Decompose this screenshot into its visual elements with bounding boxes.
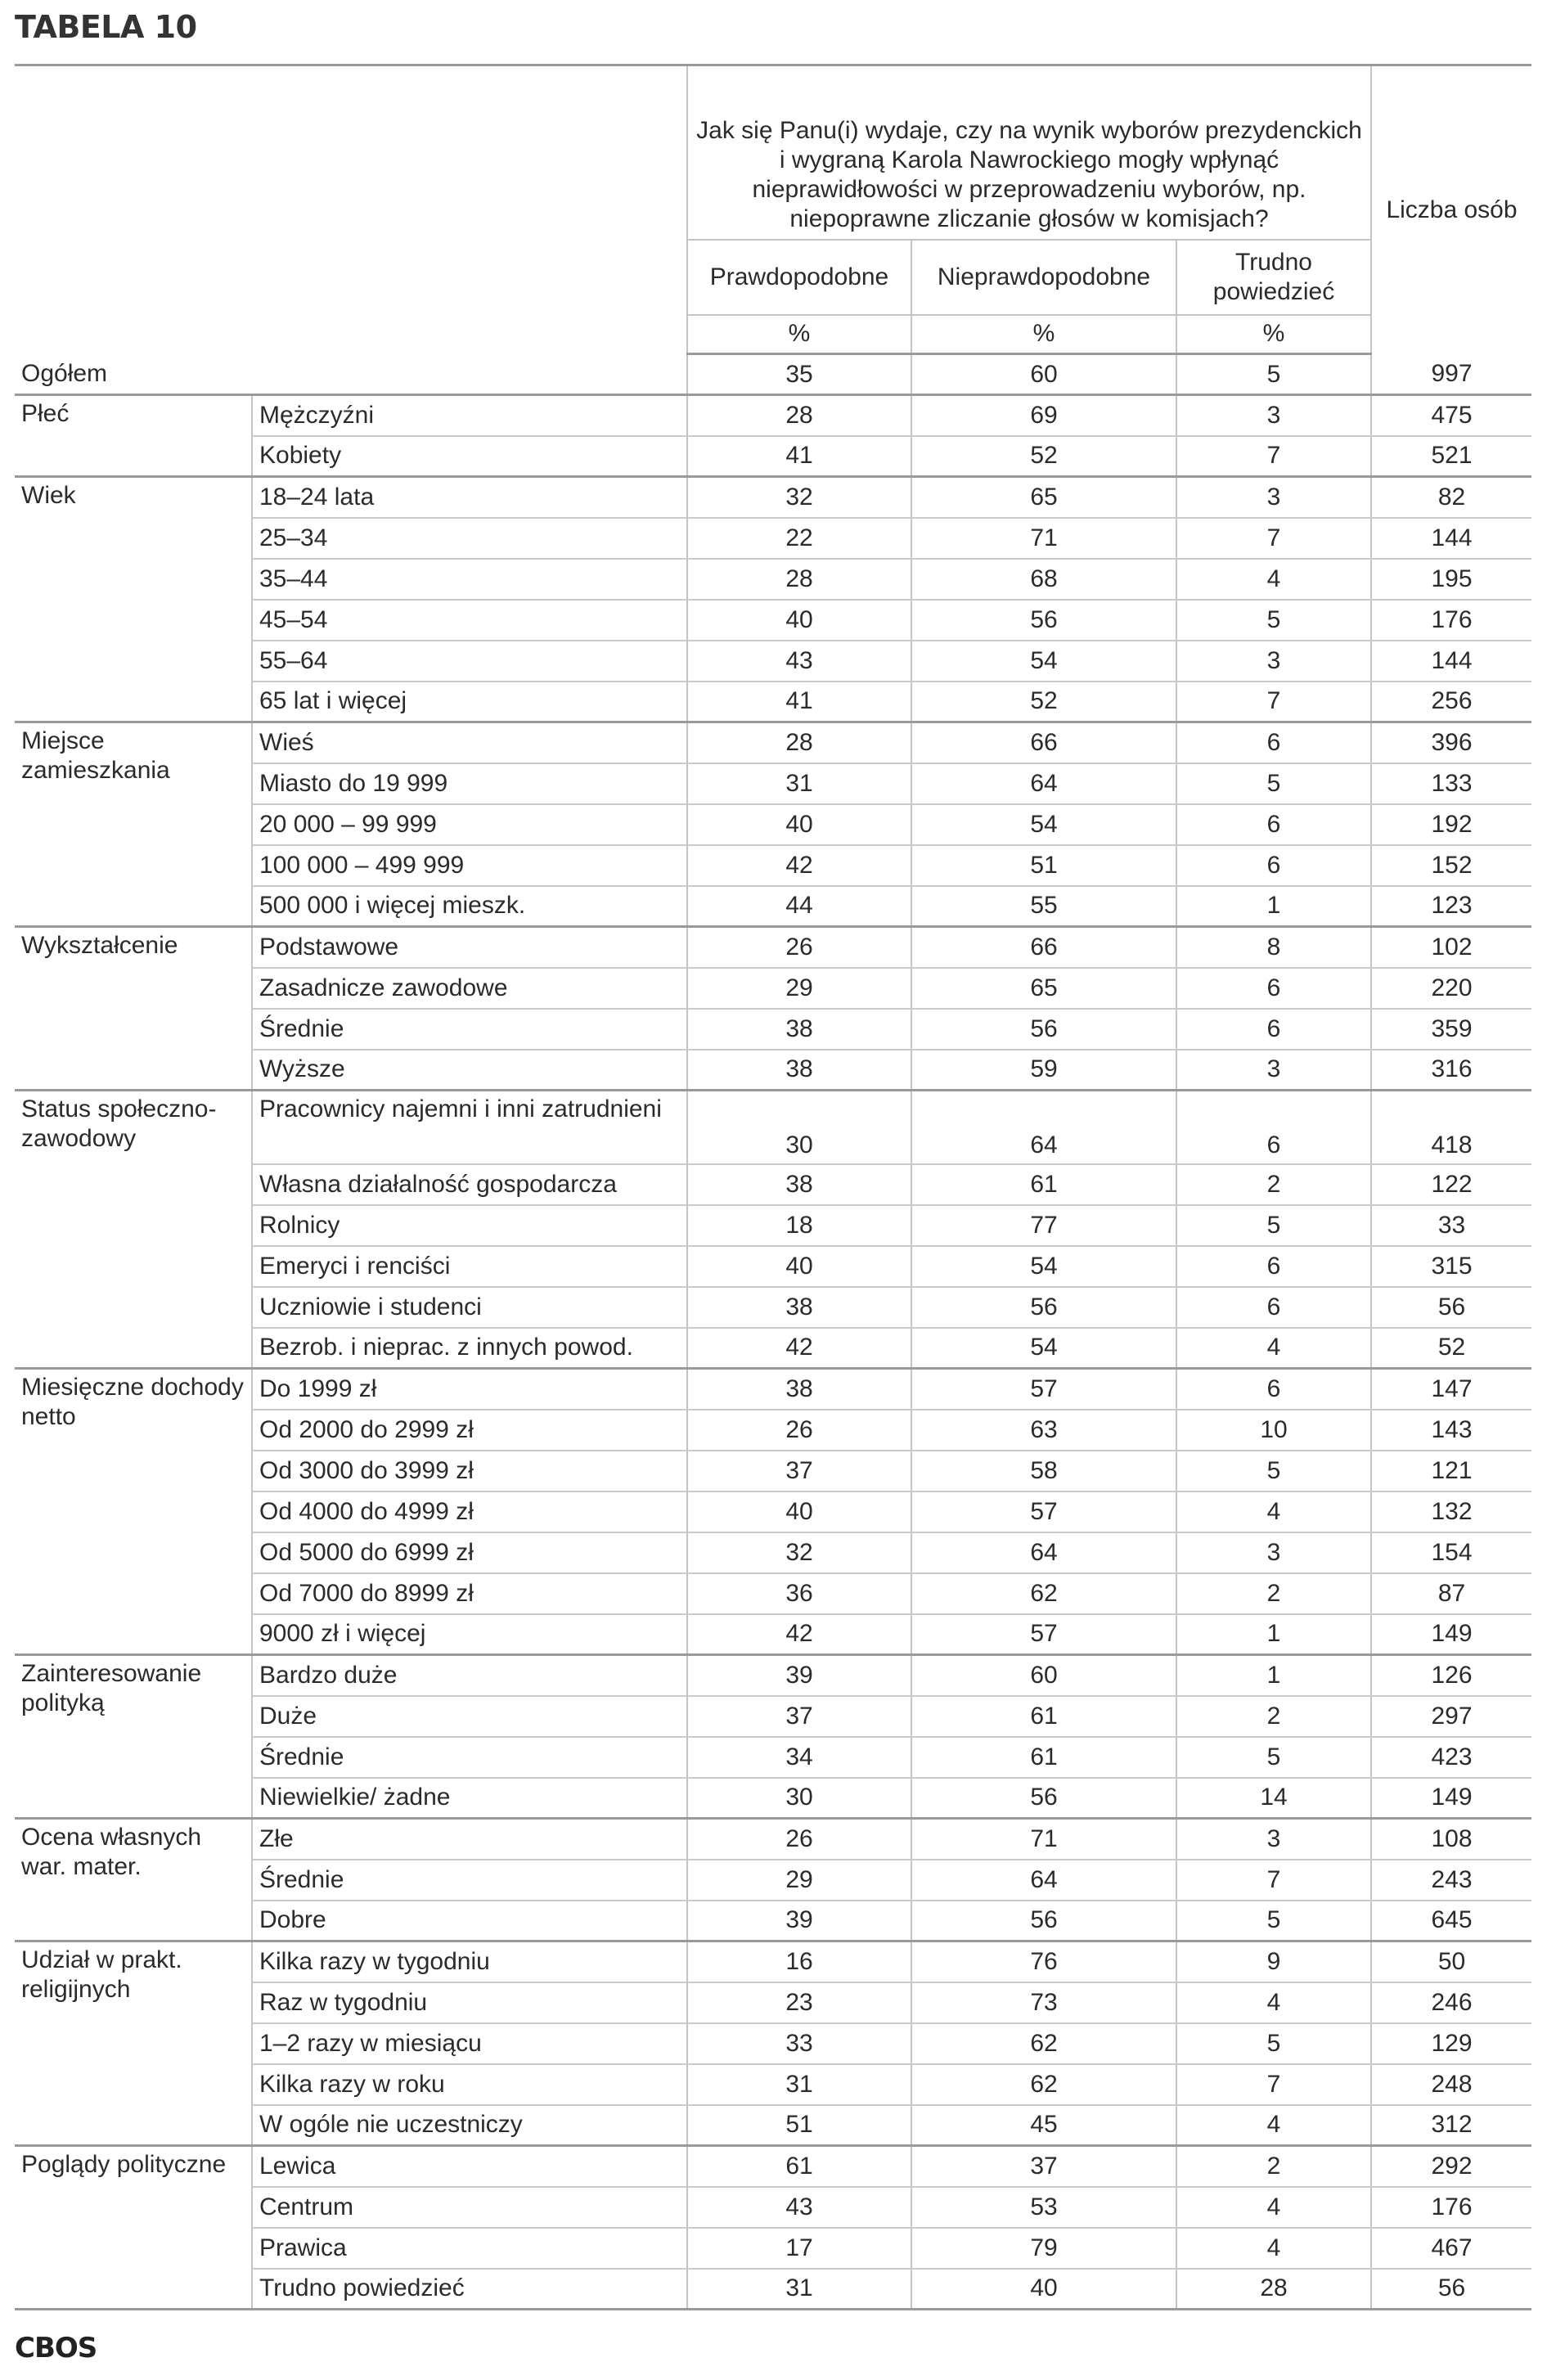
cell-value: 4 bbox=[1176, 1491, 1371, 1532]
cell-value: 40 bbox=[687, 1246, 911, 1287]
cell-value: 64 bbox=[911, 1091, 1176, 1164]
cell-value: 5 bbox=[1176, 600, 1371, 641]
row-label: Od 2000 do 2999 zł bbox=[252, 1410, 687, 1451]
cell-value: 29 bbox=[687, 1860, 911, 1901]
row-label: Wieś bbox=[252, 722, 687, 763]
cell-value: 61 bbox=[911, 1737, 1176, 1778]
cell-value: 192 bbox=[1371, 804, 1531, 845]
cell-value: 34 bbox=[687, 1737, 911, 1778]
cell-value: 2 bbox=[1176, 1696, 1371, 1737]
cell-value: 82 bbox=[1371, 477, 1531, 518]
row-label: Kilka razy w roku bbox=[252, 2064, 687, 2105]
cell-value: 4 bbox=[1176, 559, 1371, 600]
cell-value: 129 bbox=[1371, 2023, 1531, 2064]
row-label: 1–2 razy w miesiącu bbox=[252, 2023, 687, 2064]
row-label: Niewielkie/ żadne bbox=[252, 1778, 687, 1819]
cell-value: 102 bbox=[1371, 927, 1531, 968]
cell-value: 122 bbox=[1371, 1164, 1531, 1205]
cell-value: 418 bbox=[1371, 1091, 1531, 1164]
cell-value: 9 bbox=[1176, 1941, 1371, 1982]
cell-value: 467 bbox=[1371, 2228, 1531, 2269]
cell-value: 475 bbox=[1371, 395, 1531, 436]
row-label: Centrum bbox=[252, 2187, 687, 2228]
row-label: Dobre bbox=[252, 1901, 687, 1941]
cell-value: 31 bbox=[687, 2269, 911, 2310]
cell-value: 3 bbox=[1176, 395, 1371, 436]
cell-value: 6 bbox=[1176, 1009, 1371, 1050]
cell-value: 14 bbox=[1176, 1778, 1371, 1819]
cell-value: 54 bbox=[911, 1246, 1176, 1287]
cell-value: 41 bbox=[687, 682, 911, 722]
cell-value: 79 bbox=[911, 2228, 1176, 2269]
row-label: Do 1999 zł bbox=[252, 1369, 687, 1410]
row-label: Lewica bbox=[252, 2146, 687, 2187]
cell-value: 43 bbox=[687, 641, 911, 682]
cell-value: 176 bbox=[1371, 2187, 1531, 2228]
cell-value: 32 bbox=[687, 477, 911, 518]
row-label: Od 4000 do 4999 zł bbox=[252, 1491, 687, 1532]
col-prawdopodobne: Prawdopodobne bbox=[687, 240, 911, 315]
table-body bbox=[15, 354, 1531, 2310]
row-label: Emeryci i renciści bbox=[252, 1246, 687, 1287]
cell-value: 2 bbox=[1176, 1573, 1371, 1614]
row-label: Duże bbox=[252, 1696, 687, 1737]
cell-value: 57 bbox=[911, 1369, 1176, 1410]
cell-value: 40 bbox=[687, 804, 911, 845]
cell-value: 32 bbox=[687, 1532, 911, 1573]
cell-value: 38 bbox=[687, 1050, 911, 1091]
cell-value: 123 bbox=[1371, 886, 1531, 927]
row-label: Prawica bbox=[252, 2228, 687, 2269]
cell-value: 50 bbox=[1371, 1941, 1531, 1982]
group-label: Miejsce zamieszkania bbox=[15, 722, 252, 927]
cell-value: 2 bbox=[1176, 2146, 1371, 2187]
cell-value: 256 bbox=[1371, 682, 1531, 722]
table-title: TABELA 10 bbox=[15, 9, 197, 45]
cell-value: 26 bbox=[687, 1819, 911, 1860]
cell-value: 66 bbox=[911, 722, 1176, 763]
cell-value: 7 bbox=[1176, 518, 1371, 559]
cell-value: 56 bbox=[1371, 2269, 1531, 2310]
results-table bbox=[15, 64, 1531, 2310]
row-label: Uczniowie i studenci bbox=[252, 1287, 687, 1328]
unit-percent: % bbox=[911, 315, 1176, 354]
cell-value: 31 bbox=[687, 2064, 911, 2105]
cell-value: 6 bbox=[1176, 722, 1371, 763]
row-label: Od 3000 do 3999 zł bbox=[252, 1451, 687, 1491]
cell-value: 6 bbox=[1176, 845, 1371, 886]
cell-value: 152 bbox=[1371, 845, 1531, 886]
cell-value: 312 bbox=[1371, 2105, 1531, 2146]
cell-value: 40 bbox=[687, 1491, 911, 1532]
cell-value: 7 bbox=[1176, 436, 1371, 477]
cell-value: 56 bbox=[1371, 1287, 1531, 1328]
cell-value: 292 bbox=[1371, 2146, 1531, 2187]
cell-value: 6 bbox=[1176, 1091, 1371, 1164]
cell-value: 144 bbox=[1371, 641, 1531, 682]
cell-value: 71 bbox=[911, 1819, 1176, 1860]
cell-value: 3 bbox=[1176, 477, 1371, 518]
cell-value: 38 bbox=[687, 1009, 911, 1050]
row-label: Zasadnicze zawodowe bbox=[252, 968, 687, 1009]
cell-value: 220 bbox=[1371, 968, 1531, 1009]
table-row bbox=[15, 395, 1531, 436]
cell-value: 315 bbox=[1371, 1246, 1531, 1287]
cell-value: 6 bbox=[1176, 968, 1371, 1009]
row-label: Raz w tygodniu bbox=[252, 1982, 687, 2023]
cell-value: 28 bbox=[1176, 2269, 1371, 2310]
cell-value: 39 bbox=[687, 1901, 911, 1941]
cell-value: 195 bbox=[1371, 559, 1531, 600]
question-header: Jak się Panu(i) wydaje, czy na wynik wyborów prezydenckich i wygraną Karola Nawrockiego mogły wpłynąć nieprawidłowości w przeprowadzeniu wyborów, np. niepoprawne zliczanie głosów w komisjach? bbox=[687, 65, 1371, 240]
cell-value: 36 bbox=[687, 1573, 911, 1614]
cell-value: 55 bbox=[911, 886, 1176, 927]
col-nieprawdopodobne: Nieprawdopodobne bbox=[911, 240, 1176, 315]
cell-value: 51 bbox=[687, 2105, 911, 2146]
total-label: Ogółem bbox=[15, 354, 687, 395]
cell-value: 147 bbox=[1371, 1369, 1531, 1410]
cell-value: 997 bbox=[1371, 354, 1531, 395]
row-label: Kilka razy w tygodniu bbox=[252, 1941, 687, 1982]
cell-value: 26 bbox=[687, 927, 911, 968]
cell-value: 176 bbox=[1371, 600, 1531, 641]
cell-value: 40 bbox=[911, 2269, 1176, 2310]
row-label: Własna działalność gospodarcza bbox=[252, 1164, 687, 1205]
cell-value: 62 bbox=[911, 2023, 1176, 2064]
cell-value: 42 bbox=[687, 1614, 911, 1655]
group-label: Płeć bbox=[15, 395, 252, 477]
row-label: Od 5000 do 6999 zł bbox=[252, 1532, 687, 1573]
cell-value: 56 bbox=[911, 1901, 1176, 1941]
cell-value: 76 bbox=[911, 1941, 1176, 1982]
cell-value: 69 bbox=[911, 395, 1176, 436]
cell-value: 154 bbox=[1371, 1532, 1531, 1573]
table-row bbox=[15, 1941, 1531, 1982]
cell-value: 38 bbox=[687, 1164, 911, 1205]
cell-value: 54 bbox=[911, 804, 1176, 845]
cell-value: 57 bbox=[911, 1614, 1176, 1655]
row-label: 45–54 bbox=[252, 600, 687, 641]
cell-value: 54 bbox=[911, 641, 1176, 682]
group-label: Poglądy polityczne bbox=[15, 2146, 252, 2310]
cell-value: 3 bbox=[1176, 1050, 1371, 1091]
row-label: 100 000 – 499 999 bbox=[252, 845, 687, 886]
cell-value: 52 bbox=[1371, 1328, 1531, 1369]
cell-value: 65 bbox=[911, 477, 1176, 518]
cell-value: 57 bbox=[911, 1491, 1176, 1532]
row-label: Mężczyźni bbox=[252, 395, 687, 436]
cell-value: 52 bbox=[911, 436, 1176, 477]
cell-value: 61 bbox=[687, 2146, 911, 2187]
cell-value: 52 bbox=[911, 682, 1176, 722]
cell-value: 28 bbox=[687, 559, 911, 600]
cell-value: 4 bbox=[1176, 2105, 1371, 2146]
row-label: Od 7000 do 8999 zł bbox=[252, 1573, 687, 1614]
cell-value: 316 bbox=[1371, 1050, 1531, 1091]
cell-value: 44 bbox=[687, 886, 911, 927]
cell-value: 7 bbox=[1176, 1860, 1371, 1901]
cell-value: 42 bbox=[687, 1328, 911, 1369]
cell-value: 297 bbox=[1371, 1696, 1531, 1737]
cell-value: 149 bbox=[1371, 1778, 1531, 1819]
row-label: Kobiety bbox=[252, 436, 687, 477]
row-label: 65 lat i więcej bbox=[252, 682, 687, 722]
cell-value: 38 bbox=[687, 1369, 911, 1410]
source-logo-text: CBOS bbox=[15, 2332, 97, 2364]
row-label: 25–34 bbox=[252, 518, 687, 559]
group-label: Wykształcenie bbox=[15, 927, 252, 1091]
row-label: Trudno powiedzieć bbox=[252, 2269, 687, 2310]
cell-value: 73 bbox=[911, 1982, 1176, 2023]
cell-value: 121 bbox=[1371, 1451, 1531, 1491]
cell-value: 126 bbox=[1371, 1655, 1531, 1696]
cell-value: 40 bbox=[687, 600, 911, 641]
cell-value: 41 bbox=[687, 436, 911, 477]
cell-value: 3 bbox=[1176, 1819, 1371, 1860]
cell-value: 1 bbox=[1176, 1655, 1371, 1696]
header-blank bbox=[15, 65, 687, 354]
group-label: Zainteresowanie polityką bbox=[15, 1655, 252, 1819]
cell-value: 645 bbox=[1371, 1901, 1531, 1941]
row-label: 18–24 lata bbox=[252, 477, 687, 518]
cell-value: 38 bbox=[687, 1287, 911, 1328]
cell-value: 248 bbox=[1371, 2064, 1531, 2105]
row-label: Pracownicy najemni i inni zatrudnieni bbox=[252, 1091, 687, 1164]
cell-value: 61 bbox=[911, 1696, 1176, 1737]
cell-value: 4 bbox=[1176, 2187, 1371, 2228]
cell-value: 28 bbox=[687, 722, 911, 763]
table-row bbox=[15, 1819, 1531, 1860]
row-label: Złe bbox=[252, 1819, 687, 1860]
row-label: Średnie bbox=[252, 1009, 687, 1050]
cell-value: 31 bbox=[687, 763, 911, 804]
row-label: Średnie bbox=[252, 1737, 687, 1778]
cell-value: 132 bbox=[1371, 1491, 1531, 1532]
cell-value: 42 bbox=[687, 845, 911, 886]
cell-value: 77 bbox=[911, 1205, 1176, 1246]
cell-value: 16 bbox=[687, 1941, 911, 1982]
cell-value: 18 bbox=[687, 1205, 911, 1246]
group-label: Miesięczne dochody netto bbox=[15, 1369, 252, 1655]
cell-value: 2 bbox=[1176, 1164, 1371, 1205]
cell-value: 54 bbox=[911, 1328, 1176, 1369]
cell-value: 63 bbox=[911, 1410, 1176, 1451]
cell-value: 68 bbox=[911, 559, 1176, 600]
cell-value: 53 bbox=[911, 2187, 1176, 2228]
cell-value: 28 bbox=[687, 395, 911, 436]
group-label: Ocena własnych war. mater. bbox=[15, 1819, 252, 1941]
cell-value: 1 bbox=[1176, 886, 1371, 927]
cell-value: 60 bbox=[911, 354, 1176, 395]
count-header: Liczba osób bbox=[1371, 65, 1531, 354]
cell-value: 59 bbox=[911, 1050, 1176, 1091]
table-row bbox=[15, 477, 1531, 518]
table-row-total bbox=[15, 354, 1531, 395]
cell-value: 246 bbox=[1371, 1982, 1531, 2023]
cell-value: 143 bbox=[1371, 1410, 1531, 1451]
group-label: Wiek bbox=[15, 477, 252, 722]
table-row bbox=[15, 2146, 1531, 2187]
cell-value: 71 bbox=[911, 518, 1176, 559]
cell-value: 64 bbox=[911, 1860, 1176, 1901]
row-label: Podstawowe bbox=[252, 927, 687, 968]
cell-value: 6 bbox=[1176, 804, 1371, 845]
table-header bbox=[15, 65, 1531, 354]
cell-value: 56 bbox=[911, 1778, 1176, 1819]
cell-value: 5 bbox=[1176, 354, 1371, 395]
cell-value: 6 bbox=[1176, 1369, 1371, 1410]
cell-value: 61 bbox=[911, 1164, 1176, 1205]
cell-value: 51 bbox=[911, 845, 1176, 886]
cell-value: 45 bbox=[911, 2105, 1176, 2146]
row-label: Średnie bbox=[252, 1860, 687, 1901]
cell-value: 3 bbox=[1176, 1532, 1371, 1573]
cell-value: 4 bbox=[1176, 1982, 1371, 2023]
cell-value: 62 bbox=[911, 2064, 1176, 2105]
cell-value: 33 bbox=[687, 2023, 911, 2064]
cell-value: 8 bbox=[1176, 927, 1371, 968]
cell-value: 7 bbox=[1176, 682, 1371, 722]
row-label: Bezrob. i nieprac. z innych powod. bbox=[252, 1328, 687, 1369]
cell-value: 23 bbox=[687, 1982, 911, 2023]
cell-value: 56 bbox=[911, 600, 1176, 641]
cell-value: 30 bbox=[687, 1778, 911, 1819]
cell-value: 29 bbox=[687, 968, 911, 1009]
table-row bbox=[15, 1655, 1531, 1696]
cell-value: 58 bbox=[911, 1451, 1176, 1491]
cell-value: 60 bbox=[911, 1655, 1176, 1696]
cell-value: 35 bbox=[687, 354, 911, 395]
cell-value: 39 bbox=[687, 1655, 911, 1696]
cell-value: 37 bbox=[687, 1451, 911, 1491]
row-label: Miasto do 19 999 bbox=[252, 763, 687, 804]
cell-value: 5 bbox=[1176, 763, 1371, 804]
row-label: W ogóle nie uczestniczy bbox=[252, 2105, 687, 2146]
cell-value: 37 bbox=[911, 2146, 1176, 2187]
row-label: 500 000 i więcej mieszk. bbox=[252, 886, 687, 927]
cell-value: 5 bbox=[1176, 2023, 1371, 2064]
cell-value: 6 bbox=[1176, 1287, 1371, 1328]
col-trudno-powiedziec: Trudno powiedzieć bbox=[1176, 240, 1371, 315]
cell-value: 56 bbox=[911, 1009, 1176, 1050]
row-label: 9000 zł i więcej bbox=[252, 1614, 687, 1655]
cell-value: 22 bbox=[687, 518, 911, 559]
row-label: 20 000 – 99 999 bbox=[252, 804, 687, 845]
cell-value: 3 bbox=[1176, 641, 1371, 682]
cell-value: 4 bbox=[1176, 2228, 1371, 2269]
cell-value: 144 bbox=[1371, 518, 1531, 559]
cell-value: 37 bbox=[687, 1696, 911, 1737]
row-label: 35–44 bbox=[252, 559, 687, 600]
cell-value: 108 bbox=[1371, 1819, 1531, 1860]
cell-value: 65 bbox=[911, 968, 1176, 1009]
cell-value: 4 bbox=[1176, 1328, 1371, 1369]
row-label: 55–64 bbox=[252, 641, 687, 682]
unit-percent: % bbox=[687, 315, 911, 354]
cell-value: 66 bbox=[911, 927, 1176, 968]
cell-value: 5 bbox=[1176, 1205, 1371, 1246]
table-row bbox=[15, 1091, 1531, 1164]
cell-value: 43 bbox=[687, 2187, 911, 2228]
cell-value: 6 bbox=[1176, 1246, 1371, 1287]
table-row bbox=[15, 1369, 1531, 1410]
cell-value: 396 bbox=[1371, 722, 1531, 763]
cell-value: 149 bbox=[1371, 1614, 1531, 1655]
row-label: Wyższe bbox=[252, 1050, 687, 1091]
row-label: Bardzo duże bbox=[252, 1655, 687, 1696]
unit-percent: % bbox=[1176, 315, 1371, 354]
cell-value: 423 bbox=[1371, 1737, 1531, 1778]
table-row bbox=[15, 927, 1531, 968]
cell-value: 5 bbox=[1176, 1901, 1371, 1941]
cell-value: 62 bbox=[911, 1573, 1176, 1614]
table-row bbox=[15, 722, 1531, 763]
cell-value: 87 bbox=[1371, 1573, 1531, 1614]
cell-value: 5 bbox=[1176, 1737, 1371, 1778]
cell-value: 521 bbox=[1371, 436, 1531, 477]
cell-value: 33 bbox=[1371, 1205, 1531, 1246]
cell-value: 26 bbox=[687, 1410, 911, 1451]
cell-value: 5 bbox=[1176, 1451, 1371, 1491]
cell-value: 17 bbox=[687, 2228, 911, 2269]
cell-value: 243 bbox=[1371, 1860, 1531, 1901]
group-label: Udział w prakt. religijnych bbox=[15, 1941, 252, 2146]
cell-value: 30 bbox=[687, 1091, 911, 1164]
group-label: Status społeczno-zawodowy bbox=[15, 1091, 252, 1369]
cell-value: 64 bbox=[911, 1532, 1176, 1573]
cell-value: 1 bbox=[1176, 1614, 1371, 1655]
cell-value: 359 bbox=[1371, 1009, 1531, 1050]
cell-value: 133 bbox=[1371, 763, 1531, 804]
row-label: Rolnicy bbox=[252, 1205, 687, 1246]
cell-value: 7 bbox=[1176, 2064, 1371, 2105]
cell-value: 10 bbox=[1176, 1410, 1371, 1451]
cell-value: 64 bbox=[911, 763, 1176, 804]
cell-value: 56 bbox=[911, 1287, 1176, 1328]
